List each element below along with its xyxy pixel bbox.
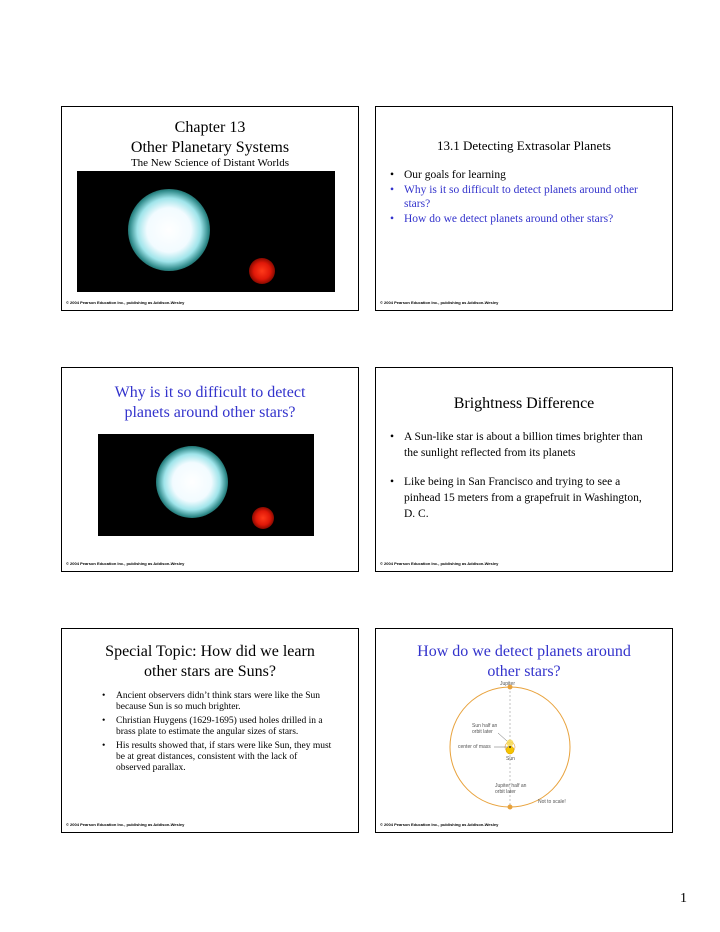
slide-title-line2: other stars are Suns? [144,663,276,680]
sun-half-orbit-label: Sun half an orbit later [472,723,498,735]
list-item: • Like being in San Francisco and trying to see a pinhead 15 meters from a grapefruit in Washington, D. C. [390,476,642,520]
slide-title-line1: How do we detect planets around [417,643,631,660]
slide-title: Brightness Difference [453,395,595,412]
list-item: • Our goals for learning [390,169,506,181]
slide-4 [375,367,673,572]
jupiter-label: Jupiter [500,681,516,687]
list-item: • Why is it so difficult to detect planets around other stars? [390,184,638,210]
slide-1 [61,106,359,311]
center-of-mass-icon [509,746,511,748]
jupiter-half-orbit-label: Jupiter half an orbit later [495,783,527,795]
slide-title-line2: planets around other stars? [124,404,296,421]
slide-title-line1: Why is it so difficult to detect [114,384,306,401]
sun-half-orbit-icon [507,740,514,747]
list-item: • Ancient observers didn’t think stars were like the Sun because Sun is so much brighter. [102,691,321,712]
list-item: • A Sun-like star is about a billion times brighter than the sunlight reflected from its planets [390,431,643,459]
slide-title: 13.1 Detecting Extrasolar Planets [436,138,611,153]
jupiter-half-orbit-icon [508,805,513,810]
bullet-list [390,429,652,522]
list-item: • How do we detect planets around other stars? [390,213,614,225]
slide-title-line2: other stars? [487,663,561,680]
slide-6 [375,628,673,833]
slide-3 [61,367,359,572]
slide-title-line1: Chapter 13 [174,119,246,136]
copyright-note: © 2004 Pearson Education Inc., publishing as Addison-Wesley [66,822,185,827]
orbit-diagram [376,629,673,833]
slide-title-line2: Other Planetary Systems [130,139,290,156]
copyright-note: © 2004 Pearson Education Inc., publishing as Addison-Wesley [380,822,499,827]
copyright-note: © 2004 Pearson Education Inc., publishing as Addison-Wesley [380,300,499,305]
not-to-scale-label: Not to scale! [538,799,566,805]
sun-label: Sun [506,756,515,762]
slide-title-line1: Special Topic: How did we learn [105,643,315,660]
planet-dot [249,258,275,284]
slide-2 [375,106,673,311]
planet-dot [252,507,274,529]
copyright-note: © 2004 Pearson Education Inc., publishing as Addison-Wesley [66,300,185,305]
star-glow [128,189,210,271]
star-planet-image [77,171,335,292]
list-item: • Christian Huygens (1629-1695) used holes drilled in a brass plate to estimate the angular sizes of stars. [102,716,323,737]
copyright-note: © 2004 Pearson Education Inc., publishing as Addison-Wesley [380,561,499,566]
bullet-list [390,168,650,226]
page-number: 1 [680,891,687,906]
bullet-list [102,691,332,774]
star-glow [156,446,228,518]
center-of-mass-label: center of mass [458,744,491,750]
copyright-note: © 2004 Pearson Education Inc., publishing as Addison-Wesley [66,561,185,566]
list-item: • His results showed that, if stars were like Sun, they must be at great distances, consistent with the lack of observed parallax. [102,741,332,773]
star-planet-image [98,434,314,536]
slide-5 [61,628,359,833]
slide-subtitle: The New Science of Distant Worlds [130,157,290,169]
